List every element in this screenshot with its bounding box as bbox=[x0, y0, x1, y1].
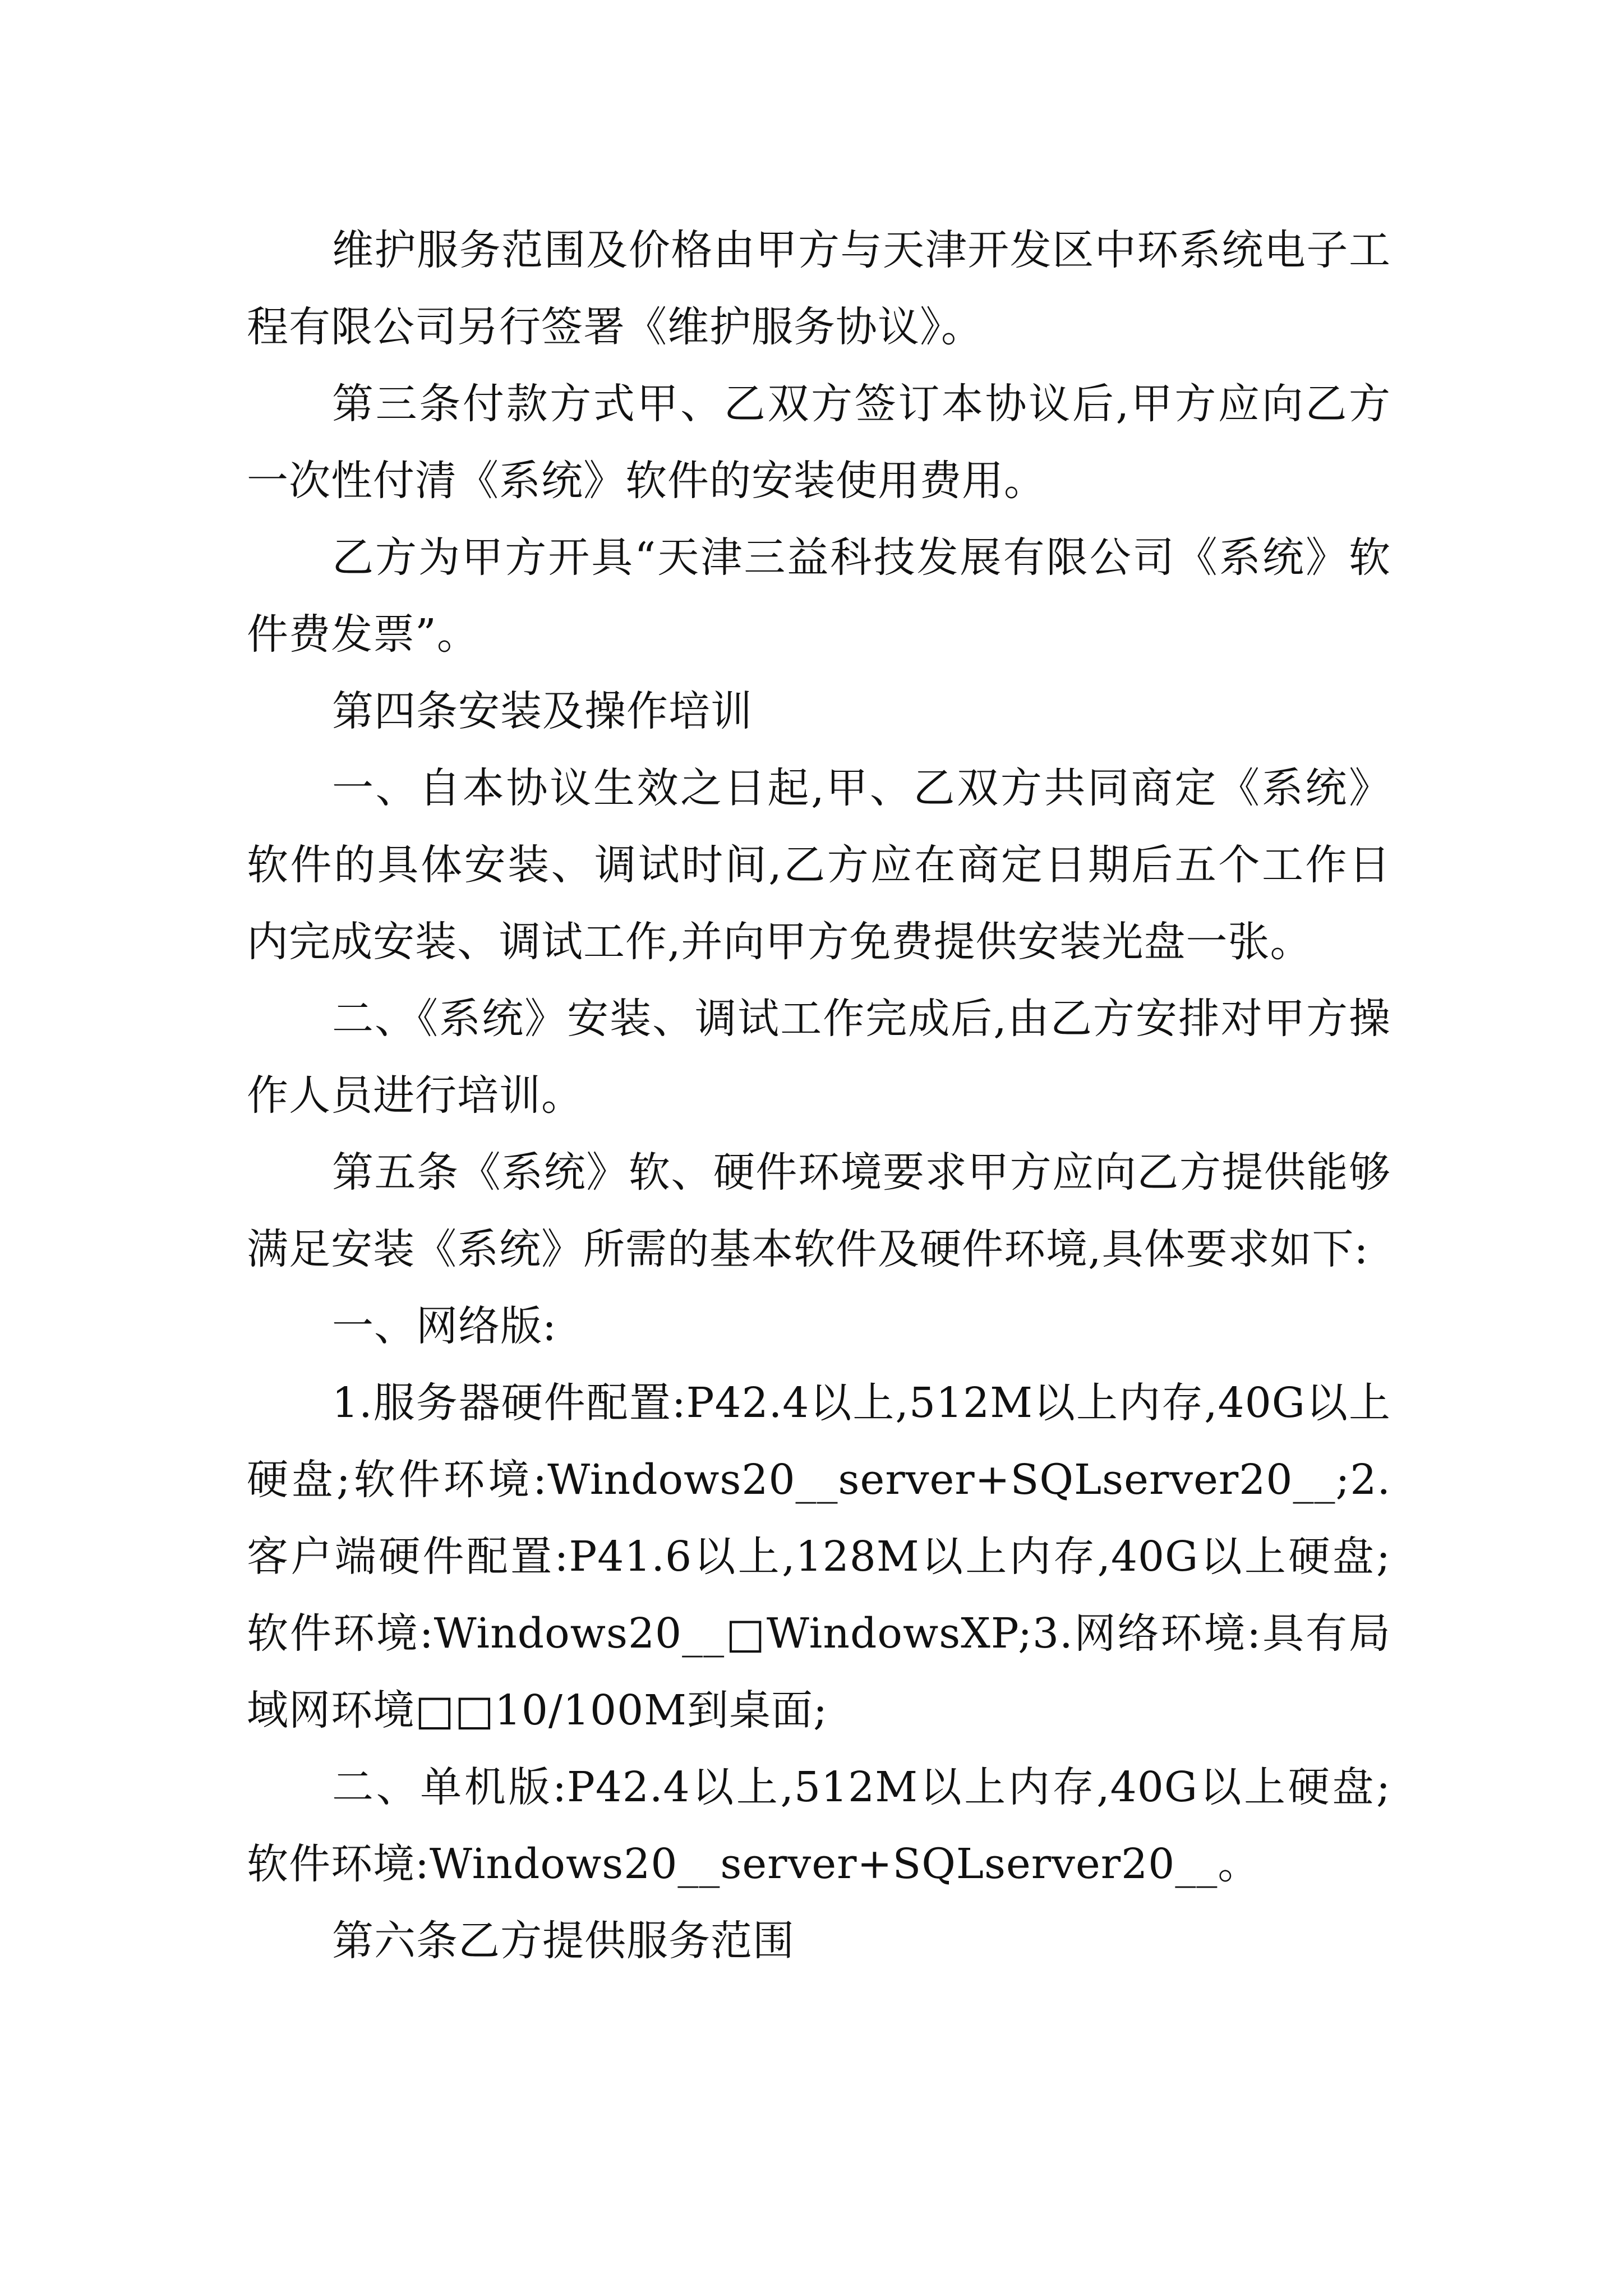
paragraph-article-3-payment: 第三条付款方式甲、乙双方签订本协议后,甲方应向乙方一次性付清《系统》软件的安装使用费用。 bbox=[247, 380, 1391, 505]
paragraph-maintenance-scope: 维护服务范围及价格由甲方与天津开发区中环系统电子工程有限公司另行签署《维护服务协议》。 bbox=[247, 226, 1391, 351]
document-body bbox=[247, 212, 1391, 1980]
heading-network-version: 一、网络版: bbox=[332, 1302, 557, 1350]
paragraph-operator-training: 二、《系统》安装、调试工作完成后,由乙方安排对甲方操作人员进行培训。 bbox=[247, 995, 1391, 1120]
paragraph-installation-schedule: 一、自本协议生效之日起,甲、乙双方共同商定《系统》软件的具体安装、调试时间,乙方应在商定日期后五个工作日内完成安装、调试工作,并向甲方免费提供安装光盘一张。 bbox=[247, 764, 1391, 966]
heading-article-6: 第六条乙方提供服务范围 bbox=[332, 1917, 795, 1965]
paragraph-standalone-version: 二、单机版:P42.4以上,512M以上内存,40G以上硬盘;软件环境:Windows20__server+SQLserver20__。 bbox=[247, 1763, 1391, 1888]
paragraph-article-5-requirements: 第五条《系统》软、硬件环境要求甲方应向乙方提供能够满足安装《系统》所需的基本软件及硬件环境,具体要求如下: bbox=[247, 1148, 1391, 1273]
heading-article-4: 第四条安装及操作培训 bbox=[332, 687, 753, 735]
paragraph-invoice: 乙方为甲方开具“天津三益科技发展有限公司《系统》软件费发票”。 bbox=[247, 533, 1391, 659]
paragraph-network-config: 1.服务器硬件配置:P42.4以上,512M以上内存,40G以上硬盘;软件环境:Windows20__server+SQLserver20__;2.客户端硬件配置:P41.6以上,128M以上内存,40G以上硬盘;软件环境:Windows20__□WindowsXP;3.网络环境:具有局域网环境□□10/100M到桌面; bbox=[247, 1379, 1391, 1734]
